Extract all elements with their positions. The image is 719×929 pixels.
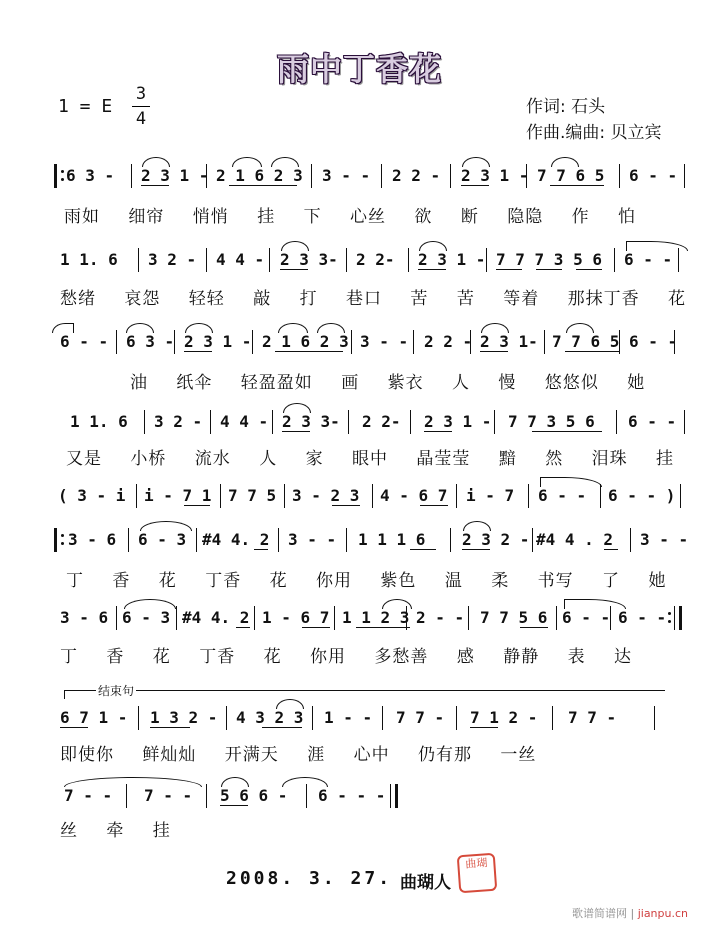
ending-label: 结束句 (98, 684, 135, 698)
time-signature-top: 3 (132, 82, 150, 107)
ending-bracket (64, 690, 665, 699)
final-barline (390, 784, 398, 808)
notation-row-8: 6 7 1 - 1 3 2 - 4 3 2 3 1 - - 7 7 - 7 1 2 - 7 7 - (56, 706, 686, 732)
notation-row-3: 6 - - 6 3 - 2 3 1 - 2 1 6 2 3 3 - - 2 2 - 2 3 1- 7 7 6 5 6 - - (56, 330, 686, 356)
notation-row-9: 7 - - 7 - - 5 6 6 - 6 - - - (56, 784, 686, 810)
footer-author: 曲瑚人 (400, 873, 451, 893)
notation-row-7: 3 - 6 6 - 3 #4 4. 2 1 - 6 7 1 1 2 3 2 - - 7 7 5 6 6 - - 6 - - (56, 606, 686, 632)
repeat-start-barline (54, 164, 61, 188)
seal-stamp: 曲瑚 (457, 853, 498, 894)
notation-row-2: 1 1. 6 3 2 - 4 4 - 2 3 3- 2 2- 2 3 1 - 7 7 7 3 5 6 6 - - (56, 248, 686, 274)
time-signature (132, 82, 150, 131)
watermark-prefix: 歌谱简谱网 | (572, 907, 638, 920)
footer-date: 2008. 3. 27. (226, 868, 393, 889)
watermark (572, 905, 688, 921)
song-title: 雨中丁香花 (276, 50, 442, 88)
lyric-line-4: 又是 小桥 流水 人 家 眼中 晶莹莹 黯 然 泪珠 挂 (66, 449, 675, 469)
notation-row-4: 1 1. 6 3 2 - 4 4 - 2 3 3- 2 2- 2 3 1 - 7 7 3 5 6 6 - - (56, 410, 686, 436)
lyric-line-1: 雨如 细帘 悄悄 挂 下 心丝 欲 断 隐隐 作 怕 (64, 207, 637, 227)
key-signature: 1 = E (58, 96, 113, 117)
time-signature-bottom: 4 (135, 109, 147, 129)
repeat-end-barline (674, 606, 682, 630)
notation-row-1: 6 3 - 2 3 1 - 2 1 6 2 3 3 - - 2 2 - 2 3 1 - 7 7 6 5 6 - - (56, 164, 686, 190)
lyric-line-7: 丁 香 花 丁香 花 你用 多愁善 感 静静 表 达 (60, 647, 633, 667)
lyric-line-2: 愁绪 哀怨 轻轻 敲 打 巷口 苦 苦 等着 那抹丁香 花 (60, 289, 687, 309)
notation-row-5: ( 3 - i i - 7 1 7 7 5 3 - 2 3 4 - 6 7 i - 7 6 - - 6 - - ) (56, 484, 686, 510)
watermark-site: jianpu.cn (637, 907, 688, 920)
lyric-line-8: 即使你 鲜灿灿 开满天 涯 心中 仍有那 一丝 (60, 745, 537, 765)
lyricist-credit: 作词: 石头 (526, 97, 606, 117)
composer-credit: 作曲.编曲: 贝立宾 (526, 123, 662, 143)
notation-row-6: 3 - 6 6 - 3 #4 4. 2 3 - - 1 1 1 6 2 3 2 - #4 4 . 2 3 - - (56, 528, 686, 554)
lyric-line-6: 丁 香 花 丁香 花 你用 紫色 温 柔 书写 了 她 (66, 571, 667, 591)
repeat-start-barline (54, 528, 61, 552)
lyric-line-3: 油 纸伞 轻盈盈如 画 紫衣 人 慢 悠悠似 她 (130, 373, 646, 393)
lyric-line-9: 丝 牵 挂 (60, 821, 171, 841)
